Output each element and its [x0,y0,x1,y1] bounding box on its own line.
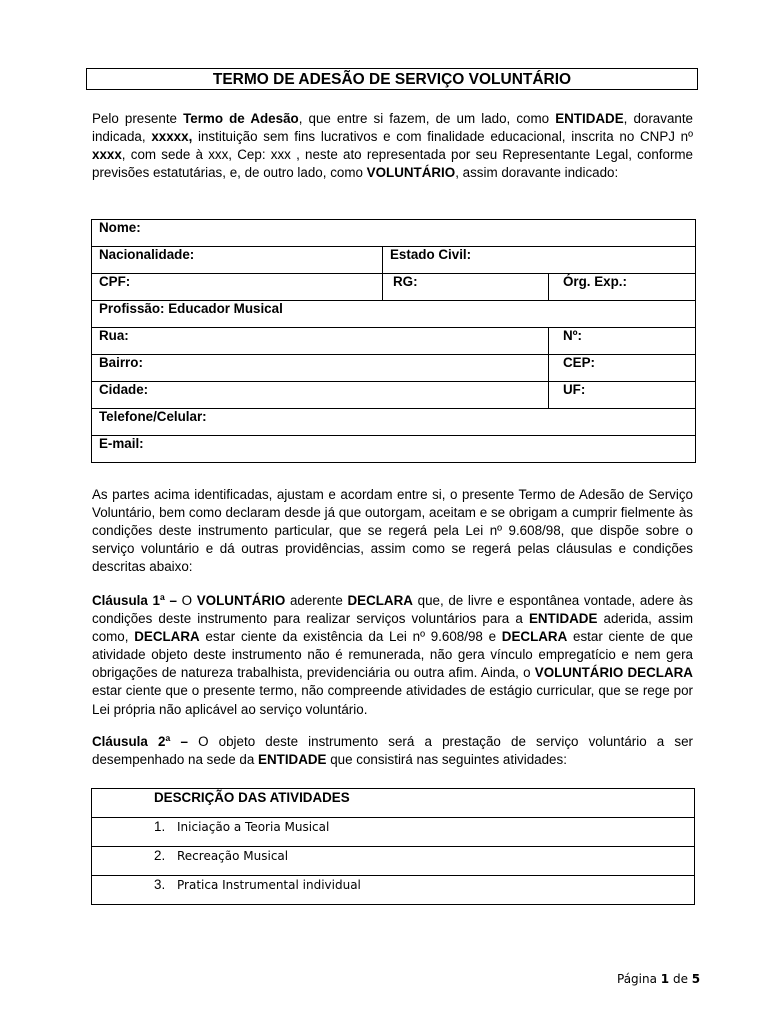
bairro-field[interactable]: Bairro: [92,355,549,382]
uf-field[interactable]: UF: [549,382,696,409]
form-row-nacionalidade [92,247,696,274]
volunteer-form-table [91,219,696,463]
email-field[interactable]: E-mail: [92,436,696,463]
nome-field[interactable]: Nome: [92,220,696,247]
form-row-email [92,436,696,463]
activity-row [92,818,695,847]
form-row-cidade [92,382,696,409]
rg-field[interactable]: RG: [383,274,549,301]
estado-civil-field[interactable]: Estado Civil: [383,247,696,274]
cpf-field[interactable]: CPF: [92,274,383,301]
nacionalidade-field[interactable]: Nacionalidade: [92,247,383,274]
telefone-field[interactable]: Telefone/Celular: [92,409,696,436]
page-number: Página 1 de 5 [617,972,701,986]
rua-field[interactable]: Rua: [92,328,549,355]
org-exp-field[interactable]: Órg. Exp.: [549,274,696,301]
clausula-2-paragraph: Cláusula 2ª – O objeto deste instrumento será a prestação de serviço voluntário a ser desempenhado na sede da ENTIDADE que consistirá nas seguintes atividades: [92,734,693,768]
form-row-telefone [92,409,696,436]
form-row-nome [92,220,696,247]
activities-table [91,788,695,905]
form-row-documents [92,274,696,301]
activity-item-1: 1. Iniciação a Teoria Musical [92,818,695,847]
profissao-field[interactable]: Profissão: Educador Musical [92,301,696,328]
activity-item-3: 3. Pratica Instrumental individual [92,876,695,905]
activities-header-row [92,789,695,818]
cep-field[interactable]: CEP: [549,355,696,382]
activity-item-2: 2. Recreação Musical [92,847,695,876]
form-row-rua [92,328,696,355]
form-row-bairro [92,355,696,382]
activities-header: DESCRIÇÃO DAS ATIVIDADES [92,789,695,818]
form-row-profissao [92,301,696,328]
cidade-field[interactable]: Cidade: [92,382,549,409]
numero-field[interactable]: Nº: [549,328,696,355]
parties-paragraph: As partes acima identificadas, ajustam e acordam entre si, o presente Termo de Adesão de Serviço Voluntário, bem como declaram desde já que outorgam, aceitam e se obrigam a cumprir fielmente às condições deste instrumento particular, que se regerá pela Lei nº 9.608/98, que dispõe sobre o serviço voluntário e dá outras providências, assim como se regerá pelas cláusulas e condições descritas abaixo: [92,487,693,575]
activity-row [92,876,695,905]
intro-paragraph: Pelo presente Termo de Adesão, que entre si fazem, de um lado, como ENTIDADE, doravante indicada, xxxxx, instituição sem fins lucrativos e com finalidade educacional, inscrita no CNPJ nº xxxx, com sede à xxx, Cep: xxx , neste ato representada por seu Representante Legal, conforme previsões estatutárias, e, de outro lado, como VOLUNTÁRIO, assim doravante indicado: [92,111,694,181]
document-title: TERMO DE ADESÃO DE SERVIÇO VOLUNTÁRIO [86,68,698,90]
clausula-1-paragraph: Cláusula 1ª – O VOLUNTÁRIO aderente DECLARA que, de livre e espontânea vontade, adere às condições deste instrumento para realizar serviços voluntários para a ENTIDADE aderida, assim como, DECLARA estar ciente da existência da Lei nº 9.608/98 e DECLARA estar ciente de que atividade objeto deste instrumento não é remunerada, não gera vínculo empregatício e nem gera obrigações de natureza trabalhista, previdenciária ou outra afim. Ainda, o VOLUNTÁRIO DECLARA estar ciente que o presente termo, não compreende atividades de estágio curricular, que se rege por Lei própria não aplicável ao serviço voluntário. [92,593,693,717]
activity-row [92,847,695,876]
